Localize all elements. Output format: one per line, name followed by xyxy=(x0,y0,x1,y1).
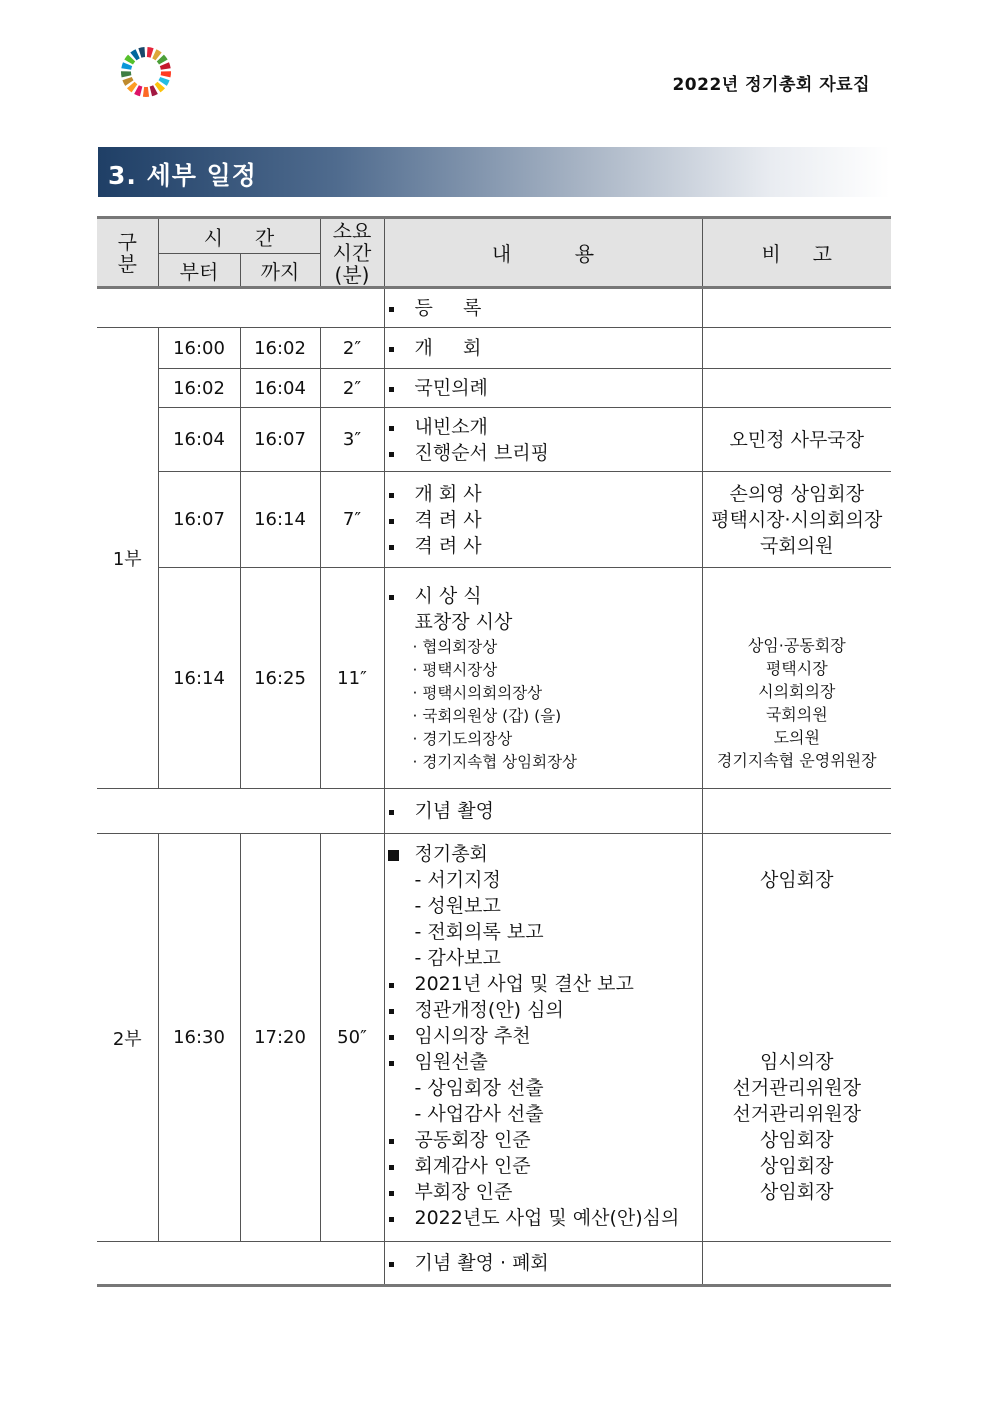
list-item: 격 려 사 xyxy=(385,533,702,559)
list-item: 등 록 xyxy=(385,295,702,321)
header-from: 부터 xyxy=(158,254,240,288)
time-from: 16:00 xyxy=(158,328,240,369)
duration: 11″ xyxy=(320,568,384,789)
header-duration xyxy=(320,218,384,288)
table-row xyxy=(97,472,891,568)
sub-item: - 성원보고 xyxy=(414,895,501,917)
remark-line: 평택시장·시의회의장 xyxy=(711,508,883,531)
table-row-closing xyxy=(97,1242,891,1286)
content-cell xyxy=(384,834,702,1242)
logo-segment xyxy=(147,47,154,58)
list-item: 기념 촬영 · 폐회 xyxy=(385,1250,702,1276)
remark-line: 국회의원 xyxy=(765,705,828,724)
remark-cell xyxy=(702,834,891,1242)
part-label: 1부 xyxy=(97,328,158,789)
remark-line: 손의영 상임회장 xyxy=(729,482,865,505)
list-item: 내빈소개 xyxy=(385,414,702,440)
empty-cell xyxy=(97,789,384,834)
logo-segment xyxy=(121,71,131,77)
list-item: 국민의례 xyxy=(385,375,702,401)
time-to: 16:02 xyxy=(240,328,320,369)
remark-line: 상임회장 xyxy=(760,1155,834,1177)
award-item: · 협의회장상 xyxy=(412,637,498,656)
time-from: 16:04 xyxy=(158,408,240,472)
remark-line: 평택시장 xyxy=(765,659,828,678)
remark-cell xyxy=(702,1242,891,1286)
header-content xyxy=(384,218,702,288)
content-cell xyxy=(384,472,702,568)
award-item: · 경기도의장상 xyxy=(412,729,513,748)
sub-item: - 전회의록 보고 xyxy=(414,921,544,943)
header-gubun-line: 분 xyxy=(117,251,137,276)
time-to: 16:14 xyxy=(240,472,320,568)
table-row xyxy=(97,369,891,408)
header-remark-label: 비 고 xyxy=(761,242,832,266)
header-gubun-line: 구 xyxy=(117,229,137,254)
duration: 2″ xyxy=(320,328,384,369)
sub-item: - 사업감사 선출 xyxy=(414,1103,544,1125)
award-item: · 경기지속협 상임회장상 xyxy=(412,752,578,771)
table-row-awards xyxy=(97,568,891,789)
header-to: 까지 xyxy=(240,254,320,288)
header-gubun xyxy=(97,218,158,288)
sub-item: - 서기지정 xyxy=(414,869,501,891)
content-cell xyxy=(384,1242,702,1286)
list-item: 임원선출 xyxy=(385,1049,702,1075)
remark-line: 상임회장 xyxy=(760,869,834,891)
remark-cell xyxy=(702,568,891,789)
empty-cell xyxy=(97,288,384,328)
content-cell xyxy=(384,288,702,328)
list-item: 격 려 사 xyxy=(385,507,702,533)
award-item: · 평택시장상 xyxy=(412,660,498,679)
header-time-label: 시 간 xyxy=(203,225,275,250)
header-duration-line: 소요 xyxy=(332,218,372,243)
list-item: 2021년 사업 및 결산 보고 xyxy=(385,971,702,997)
remark-cell xyxy=(702,288,891,328)
document-title: 2022년 정기총회 자료집 xyxy=(672,75,870,95)
award-subtitle: 표창장 시상 xyxy=(414,610,513,633)
list-item: 개 회 사 xyxy=(385,481,702,507)
sub-item: - 상임회장 선출 xyxy=(414,1077,544,1099)
logo-segment xyxy=(161,71,171,77)
remark-cell xyxy=(702,789,891,834)
content-cell xyxy=(384,789,702,834)
time-to: 16:04 xyxy=(240,369,320,408)
remark-line: 임시의장 xyxy=(760,1051,834,1073)
remark-spacer xyxy=(703,893,892,1049)
header-content-label: 내 용 xyxy=(491,242,595,266)
time-from: 16:30 xyxy=(158,834,240,1242)
time-from: 16:02 xyxy=(158,369,240,408)
part-label: 2부 xyxy=(97,834,158,1242)
list-item: 기념 촬영 xyxy=(385,798,702,824)
remark-cell xyxy=(702,328,891,369)
remark-cell xyxy=(702,472,891,568)
award-item: · 평택시의회의장상 xyxy=(412,683,543,702)
header-remark xyxy=(702,218,891,288)
time-to: 17:20 xyxy=(240,834,320,1242)
section-title: 3. 세부 일정 xyxy=(108,161,257,190)
schedule-table xyxy=(97,216,891,1287)
time-from: 16:07 xyxy=(158,472,240,568)
logo-segment xyxy=(138,47,145,58)
content-cell xyxy=(384,369,702,408)
list-item: 진행순서 브리핑 xyxy=(385,440,702,466)
header-duration-line: 시간 xyxy=(332,240,372,265)
table-row-photo xyxy=(97,789,891,834)
time-from: 16:14 xyxy=(158,568,240,789)
remark-line: 선거관리위원장 xyxy=(732,1077,861,1099)
remark-cell: 오민정 사무국장 xyxy=(702,408,891,472)
remark-line: 상임회장 xyxy=(760,1181,834,1203)
list-item: 부회장 인준 xyxy=(385,1179,702,1205)
time-to: 16:07 xyxy=(240,408,320,472)
remark-line: 경기지속협 운영위원장 xyxy=(716,751,877,770)
time-to: 16:25 xyxy=(240,568,320,789)
sub-item: - 감사보고 xyxy=(414,947,501,969)
logo-segment xyxy=(121,62,132,70)
logo-segment xyxy=(143,87,149,97)
list-item: 공동회장 인준 xyxy=(385,1127,702,1153)
list-item-main: 정기총회 xyxy=(385,841,702,867)
list-item: 임시의장 추천 xyxy=(385,1023,702,1049)
list-item: 시 상 식 xyxy=(385,583,702,609)
list-item: 개 회 xyxy=(385,335,702,361)
sdg-wheel-logo xyxy=(120,46,172,98)
logo-segment xyxy=(160,62,171,70)
remark-line: 선거관리위원장 xyxy=(732,1103,861,1125)
sdg-wheel-icon xyxy=(120,46,172,98)
list-item: 회계감사 인준 xyxy=(385,1153,702,1179)
award-item: · 국회의원상 (갑) (을) xyxy=(412,706,562,725)
duration: 2″ xyxy=(320,369,384,408)
remark-line: 도의원 xyxy=(773,728,820,747)
duration: 3″ xyxy=(320,408,384,472)
header-duration-line: (분) xyxy=(334,262,370,287)
table-row-registration xyxy=(97,288,891,328)
list-item: 2022년도 사업 및 예산(안)심의 xyxy=(385,1205,702,1231)
remark-cell xyxy=(702,369,891,408)
content-cell xyxy=(384,408,702,472)
content-cell xyxy=(384,328,702,369)
list-item: 정관개정(안) 심의 xyxy=(385,997,702,1023)
duration: 7″ xyxy=(320,472,384,568)
remark-line: 상임·공동회장 xyxy=(747,636,846,655)
remark-line: 상임회장 xyxy=(760,1129,834,1151)
section-header-bar xyxy=(98,147,890,197)
table-row xyxy=(97,408,891,472)
header-time xyxy=(158,218,320,254)
empty-cell xyxy=(97,1242,384,1286)
remark-line: 국회의원 xyxy=(760,534,834,557)
table-row xyxy=(97,328,891,369)
duration: 50″ xyxy=(320,834,384,1242)
table-row-part2 xyxy=(97,834,891,1242)
remark-line: 시의회의장 xyxy=(758,682,836,701)
content-cell xyxy=(384,568,702,789)
